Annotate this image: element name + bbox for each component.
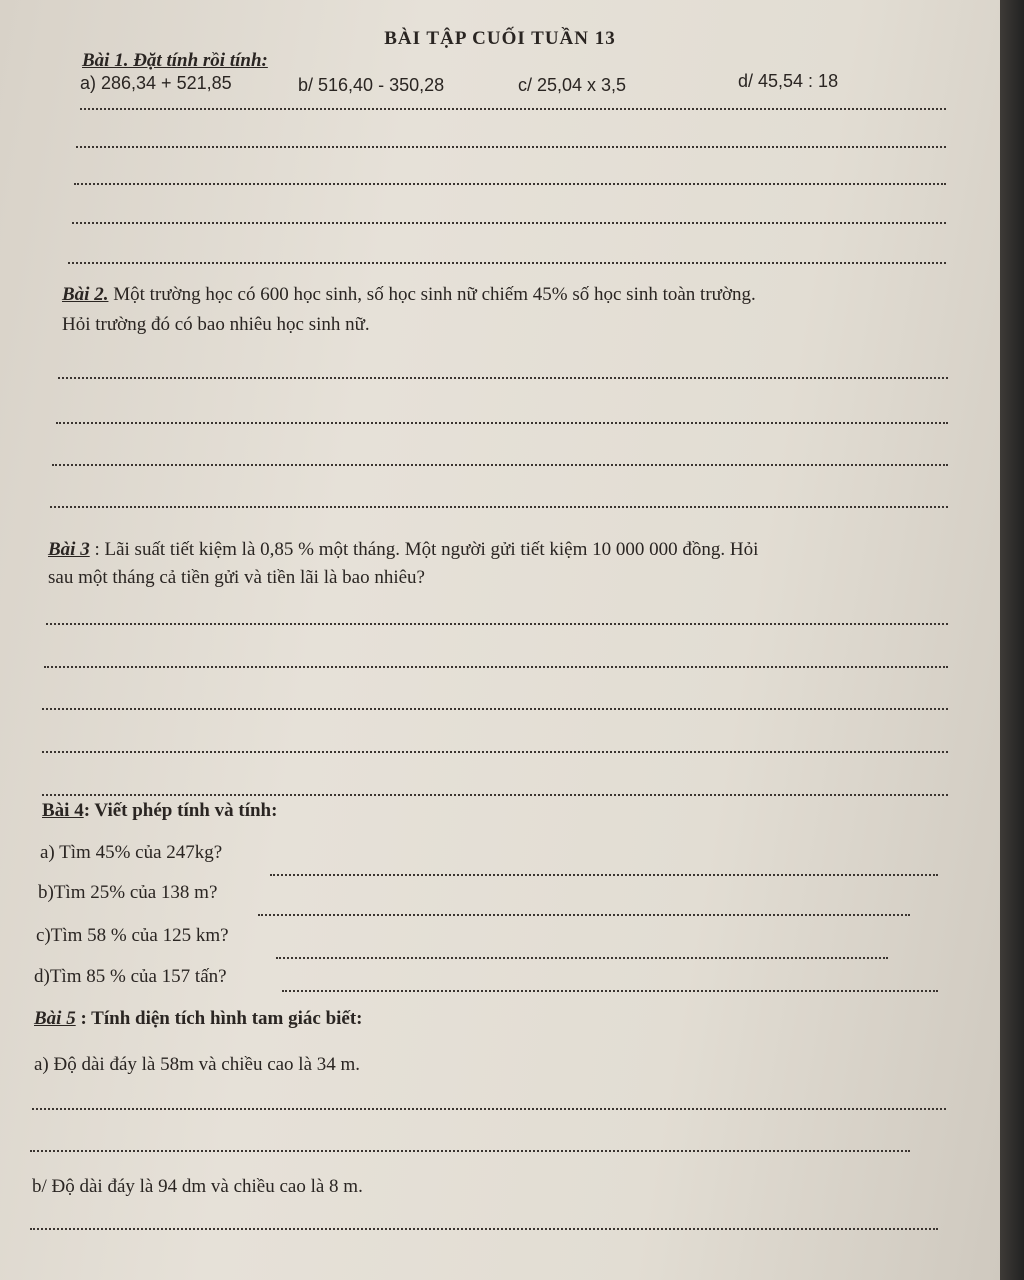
answer-line <box>74 183 946 185</box>
answer-line <box>46 623 948 625</box>
bai5-item-b: b/ Độ dài đáy là 94 dm và chiều cao là 8 m. <box>32 1176 363 1197</box>
bai1-item-a: a) 286,34 + 521,85 <box>80 73 232 93</box>
answer-line <box>58 377 948 379</box>
answer-line <box>52 464 948 466</box>
answer-line <box>276 957 888 959</box>
bai4-heading-line <box>42 800 277 822</box>
bai1-item-d: d/ 45,54 : 18 <box>738 71 839 91</box>
bai3-label: Bài 3 <box>48 539 90 560</box>
answer-line <box>56 422 948 424</box>
bai2-label: Bài 2. <box>62 284 109 305</box>
bai2-line2: Hỏi trường đó có bao nhiêu học sinh nữ. <box>62 314 370 335</box>
bai3-line2: sau một tháng cả tiền gửi và tiền lãi là bao nhiêu? <box>48 567 425 588</box>
bai4-label: Bài 4 <box>42 800 84 821</box>
bai4-item-d: d)Tìm 85 % của 157 tấn? <box>34 966 227 987</box>
answer-line <box>42 708 948 710</box>
bai5-item-a: a) Độ dài đáy là 58m và chiều cao là 34 m. <box>34 1054 361 1075</box>
answer-line <box>80 108 946 110</box>
answer-line <box>50 506 948 508</box>
answer-line <box>30 1150 910 1152</box>
bai4-item-c: c)Tìm 58 % của 125 km? <box>36 925 229 946</box>
bai3-text1: : Lãi suất tiết kiệm là 0,85 % một tháng. Một người gửi tiết kiệm 10 000 000 đồng. Hỏi <box>89 539 759 560</box>
answer-line <box>32 1108 946 1110</box>
answer-line <box>44 666 948 668</box>
answer-line <box>42 794 948 796</box>
bai4-item-a: a) Tìm 45% của 247kg? <box>40 842 223 863</box>
bai1-item-b: b/ 516,40 - 350,28 <box>298 75 445 95</box>
answer-line <box>42 751 948 753</box>
answer-line <box>72 222 946 224</box>
page-title: BÀI TẬP CUỐI TUẦN 13 <box>384 28 616 49</box>
bai4-item-b: b)Tìm 25% của 138 m? <box>38 882 218 903</box>
bai1-heading: Bài 1. Đặt tính rồi tính: <box>82 50 268 71</box>
bai5-label: Bài 5 <box>34 1008 76 1029</box>
answer-line <box>68 262 946 264</box>
bai3-line1 <box>48 539 758 561</box>
bai2-line1 <box>62 284 756 306</box>
bai1-item-c: c/ 25,04 x 3,5 <box>518 75 627 95</box>
bai5-heading: : Tính diện tích hình tam giác biết: <box>75 1008 363 1029</box>
answer-line <box>30 1228 938 1230</box>
background-edge <box>1000 0 1024 1280</box>
answer-line <box>76 146 946 148</box>
bai4-heading: : Viết phép tính và tính: <box>83 800 278 821</box>
bai5-heading-line <box>34 1008 363 1030</box>
answer-line <box>270 874 938 876</box>
bai2-text1: Một trường học có 600 học sinh, số học sinh nữ chiếm 45% số học sinh toàn trường. <box>108 284 756 305</box>
answer-line <box>258 914 910 916</box>
answer-line <box>282 990 938 992</box>
